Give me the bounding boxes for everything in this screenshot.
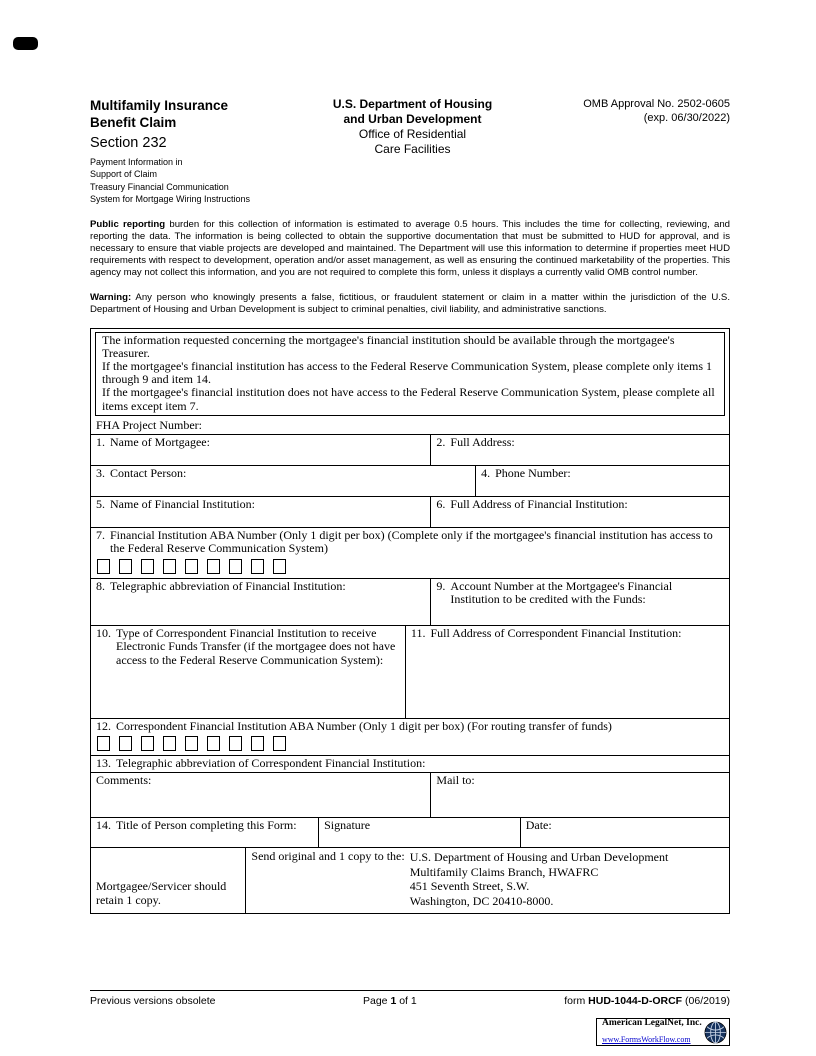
field-3-contact-person[interactable]: 3. Contact Person: bbox=[96, 465, 187, 480]
aba-digit-box[interactable] bbox=[141, 736, 154, 751]
section-label: Section 232 bbox=[90, 135, 167, 151]
field-11-correspondent-address[interactable]: 11. Full Address of Correspondent Financial Institution: bbox=[405, 626, 729, 718]
signature-field[interactable] bbox=[318, 818, 520, 847]
legalnet-logo-box bbox=[596, 1018, 730, 1046]
public-reporting-notice: Public reporting burden for this collection of information is estimated to average 0.5 hours. This includes the time for collecting, reviewing, and reporting the data. The information is being collected to obtain the supportive documentation that must be submitted to HUD for approval, and is necessary to ensure that viable projects are developed and maintained. The Department will use this information to determine if properties meet HUD requirements with respect to development, operation and/or asset management, as well as ensuring the continued marketability of the properties. This agency may not collect this information, and you are not required to complete this form, unless it displays a currently valid OMB control number. bbox=[90, 219, 730, 278]
form-title: Multifamily Insurance Benefit Claim bbox=[90, 98, 229, 130]
aba-digit-box[interactable] bbox=[185, 736, 198, 751]
field-8-telegraphic-abbreviation[interactable]: 8. Telegraphic abbreviation of Financial Institution: bbox=[96, 578, 346, 593]
fha-project-number-field[interactable] bbox=[91, 418, 729, 435]
aba-digit-box[interactable] bbox=[97, 736, 110, 751]
field-14-title-of-person[interactable]: 14. Title of Person completing this Form: bbox=[96, 818, 297, 833]
comments-field[interactable] bbox=[91, 773, 430, 817]
aba-digit-box[interactable] bbox=[97, 559, 110, 574]
aba-digit-box[interactable] bbox=[207, 559, 220, 574]
instructions-box: The information requested concerning the mortgagee's financial institution should be available through the mortgagee's Treasurer. If the mortgagee's financial institution has access to the Federal Reserve Communication System, please complete only items 1 through 9 and item 14. If the mortgagee's financial institution does not have access to the Federal Reserve Communication System, please complete all items except item 7. bbox=[95, 332, 725, 416]
date-label: Date: bbox=[525, 818, 552, 833]
aba-digit-boxes-12 bbox=[97, 736, 724, 751]
mail-to-field[interactable] bbox=[430, 773, 729, 817]
aba-digit-box[interactable] bbox=[163, 736, 176, 751]
form-title-block bbox=[90, 97, 290, 205]
hud-mailing-address: U.S. Department of Housing and Urban Development Multifamily Claims Branch, HWAFRC 451 Seventh Street, S.W. Washington, DC 20410-8000. bbox=[409, 850, 669, 908]
scan-artifact bbox=[13, 37, 38, 50]
aba-digit-box[interactable] bbox=[119, 736, 132, 751]
aba-digit-box[interactable] bbox=[273, 559, 286, 574]
field-6-financial-institution-address[interactable]: 6. Full Address of Financial Institution: bbox=[430, 497, 729, 527]
send-prefix: Send original and 1 copy to the: bbox=[251, 849, 405, 864]
aba-digit-box[interactable] bbox=[251, 559, 264, 574]
aba-digit-box[interactable] bbox=[229, 736, 242, 751]
form-table bbox=[90, 328, 730, 915]
omb-expiration: (exp. 06/30/2022) bbox=[643, 112, 730, 124]
form-number: form HUD-1044-D-ORCF (06/2019) bbox=[564, 995, 730, 1007]
mail-to-label: Mail to: bbox=[436, 773, 475, 788]
field-10-correspondent-type[interactable]: 10. Type of Correspondent Financial Institution to receive Electronic Funds Transfer (if the mortgagee does not have access to the Federal Reserve Communication System): bbox=[96, 625, 396, 667]
field-12-correspondent-aba-number[interactable]: 12. Correspondent Financial Institution ABA Number (Only 1 digit per box) (For routing transfer of funds) bbox=[91, 719, 729, 757]
field-5-financial-institution-name[interactable]: 5. Name of Financial Institution: bbox=[96, 496, 255, 511]
field-4-phone-number[interactable]: 4. Phone Number: bbox=[475, 466, 729, 496]
agency-name: U.S. Department of Housing and Urban Development bbox=[332, 97, 493, 126]
signature-label: Signature bbox=[324, 818, 371, 833]
instructions-row bbox=[91, 329, 729, 418]
previous-versions-note: Previous versions obsolete bbox=[90, 995, 216, 1007]
form-subtitle: Payment Information in Support of Claim Treasury Financial Communication System for Mortgage Wiring Instructions bbox=[90, 157, 251, 204]
page-footer bbox=[90, 990, 730, 1007]
send-to-instructions bbox=[245, 848, 729, 913]
aba-digit-boxes-7 bbox=[97, 559, 724, 574]
agency-block bbox=[290, 97, 535, 157]
legalnet-company-name: American LegalNet, Inc. bbox=[602, 1017, 702, 1028]
field-7-aba-number[interactable]: 7. Financial Institution ABA Number (Only 1 digit per box) (Complete only if the mortgagee's financial institution has access to the Federal Reserve Communication System) bbox=[91, 528, 729, 579]
field-9-account-number[interactable]: 9. Account Number at the Mortgagee's Financial Institution to be credited with the Funds: bbox=[430, 579, 729, 625]
field-2-full-address[interactable]: 2. Full Address: bbox=[430, 435, 729, 465]
retain-copy-note: Mortgagee/Servicer should retain 1 copy. bbox=[96, 879, 227, 907]
aba-digit-box[interactable] bbox=[163, 559, 176, 574]
form-header bbox=[90, 97, 730, 205]
aba-digit-box[interactable] bbox=[119, 559, 132, 574]
legalnet-text-block bbox=[602, 1018, 702, 1047]
field-13-correspondent-telegraphic-abbreviation[interactable]: 13. Telegraphic abbreviation of Correspondent Financial Institution: bbox=[91, 756, 729, 773]
omb-approval-number: OMB Approval No. 2502-0605 bbox=[583, 98, 730, 110]
globe-icon bbox=[704, 1021, 727, 1044]
page-indicator: Page 1 of 1 bbox=[363, 995, 417, 1007]
aba-digit-box[interactable] bbox=[273, 736, 286, 751]
aba-digit-box[interactable] bbox=[207, 736, 220, 751]
aba-digit-box[interactable] bbox=[251, 736, 264, 751]
comments-label: Comments: bbox=[96, 773, 152, 788]
date-field[interactable] bbox=[520, 818, 729, 847]
warning-notice: Warning: Any person who knowingly presents a false, fictitious, or fraudulent statement or claim in a matter within the jurisdiction of the U.S. Department of Housing and Urban Development is subject to criminal penalties, civil liability, and administrative sanctions. bbox=[90, 291, 730, 315]
office-name: Office of Residential Care Facilities bbox=[358, 127, 467, 156]
aba-digit-box[interactable] bbox=[141, 559, 154, 574]
field-1-name-of-mortgagee[interactable]: 1. Name of Mortgagee: bbox=[96, 434, 210, 449]
aba-digit-box[interactable] bbox=[185, 559, 198, 574]
omb-approval bbox=[535, 97, 730, 125]
fha-project-number-label: FHA Project Number: bbox=[96, 417, 202, 432]
formsworkflow-link[interactable]: www.FormsWorkFlow.com bbox=[602, 1034, 691, 1044]
aba-digit-box[interactable] bbox=[229, 559, 242, 574]
